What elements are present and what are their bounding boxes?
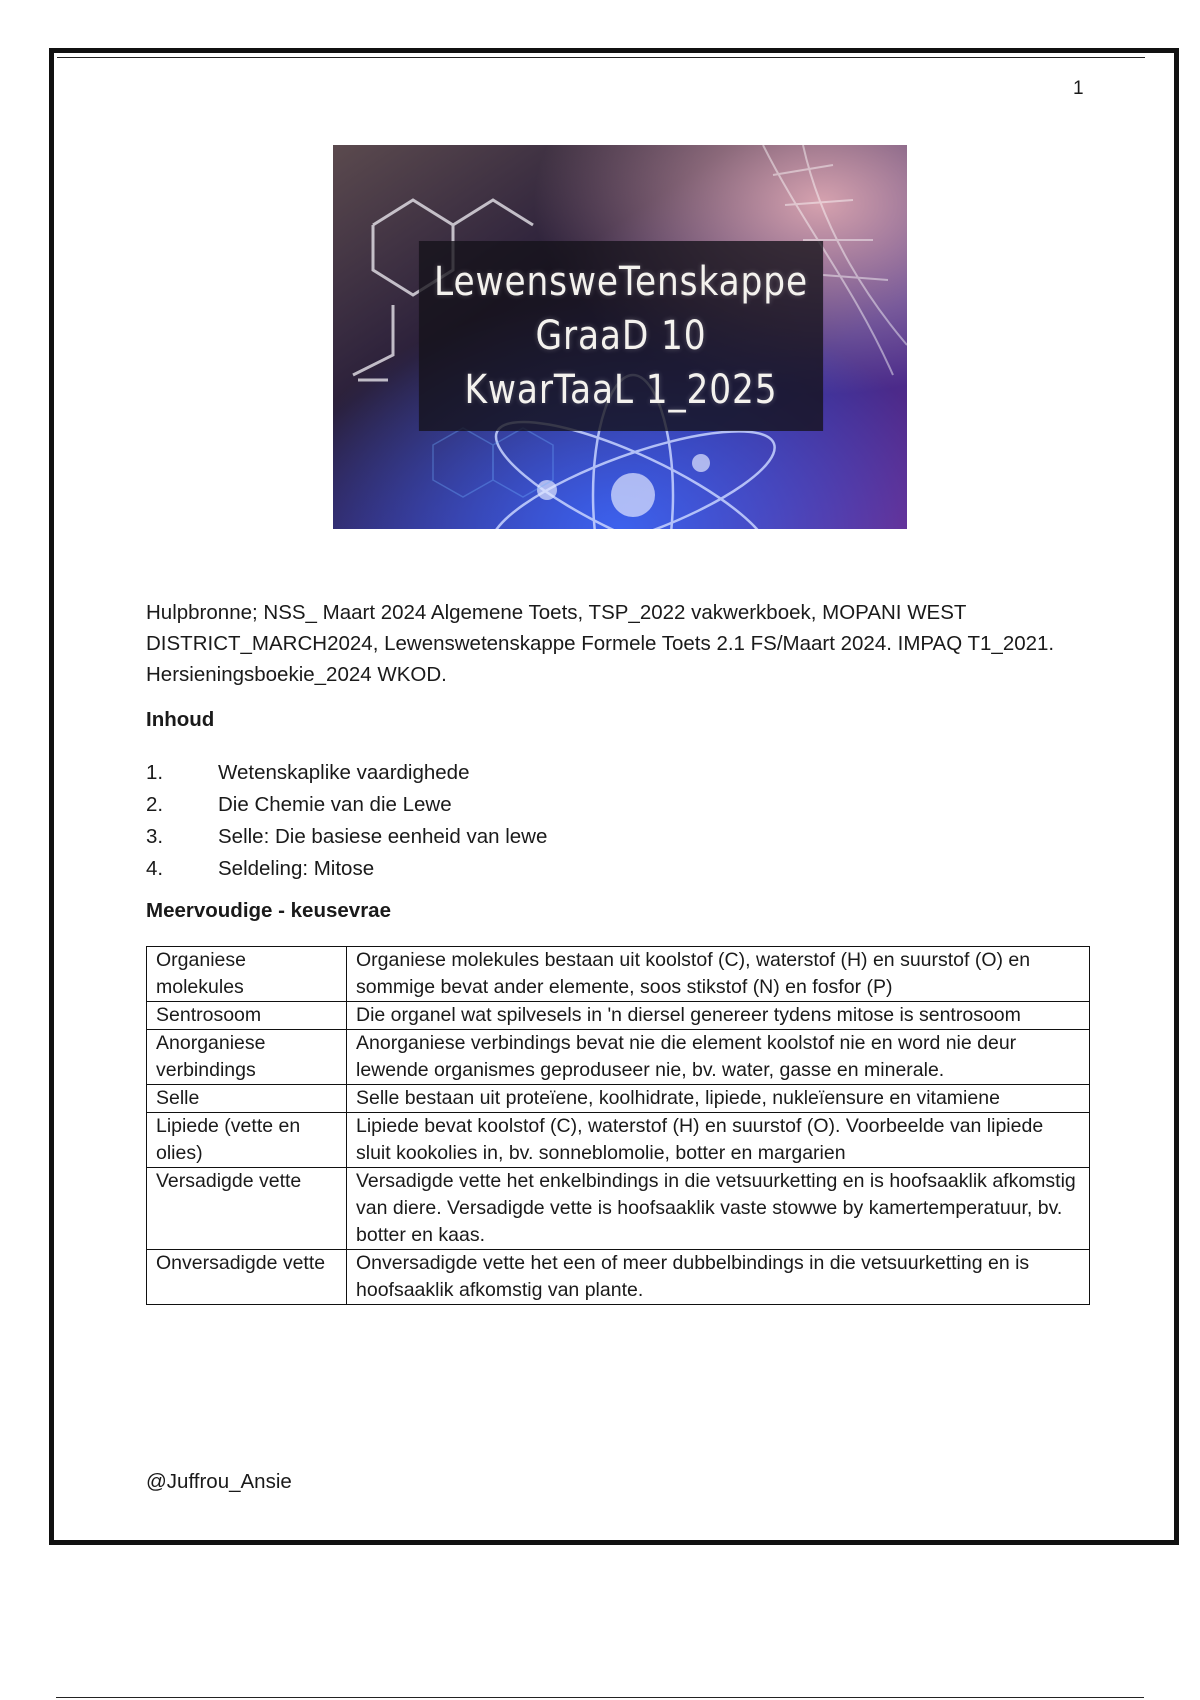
term-cell: Organiese molekules [147,947,347,1002]
mcq-heading: Meervoudige - keusevrae [146,899,391,922]
list-item-label: Seldeling: Mitose [218,857,375,880]
contents-list [146,757,547,885]
table-row [147,947,1090,1002]
definition-cell: Anorganiese verbindings bevat nie die element koolstof nie en word nie deur lewende organismes geproduseer nie, bv. water, gasse en minerale. [347,1030,1090,1085]
list-item-label: Selle: Die basiese eenheid van lewe [218,825,548,848]
list-item [146,789,547,821]
definition-cell: Versadigde vette het enkelbindings in die vetsuurketting en is hoofsaaklik afkomstig van diere. Versadigde vette is hoofsaaklik vaste stowwe by kamertemperatuur, bv. botter en kaas. [347,1168,1090,1250]
list-item-label: Die Chemie van die Lewe [218,793,452,816]
table-row [147,1085,1090,1113]
list-item [146,757,547,789]
list-item [146,821,547,853]
top-rule [57,57,1145,58]
term-cell: Onversadigde vette [147,1250,347,1305]
definition-cell: Die organel wat spilvesels in 'n diersel genereer tydens mitose is sentrosoom [347,1002,1090,1030]
cover-image [333,145,907,529]
term-cell: Lipiede (vette en olies) [147,1113,347,1168]
cover-title [419,241,823,431]
list-item-number: 1. [146,761,164,784]
list-item-number: 4. [146,857,164,880]
term-cell: Anorganiese verbindings [147,1030,347,1085]
author-signature: @Juffrou_Ansie [146,1470,292,1493]
contents-heading: Inhoud [146,708,215,731]
definition-cell: Selle bestaan uit proteïene, koolhidrate, lipiede, nukleïensure en vitamiene [347,1085,1090,1113]
page-number: 1 [1073,78,1084,99]
table-row [147,1168,1090,1250]
table-row [147,1250,1090,1305]
list-item-number: 3. [146,825,164,848]
list-item-label: Wetenskaplike vaardighede [218,761,470,784]
table-row [147,1030,1090,1085]
cover-title-line-2: GraaD 10 [535,313,707,359]
definition-cell: Lipiede bevat koolstof (C), waterstof (H) en suurstof (O). Voorbeelde van lipiede sluit kookolies in, bv. sonneblomolie, botter en margarien [347,1113,1090,1168]
bottom-rule [56,1697,1144,1698]
cover-title-line-1: LewensweTenskappe [434,259,808,305]
definition-cell: Organiese molekules bestaan uit koolstof (C), waterstof (H) en suurstof (O) en sommige bevat ander elemente, soos stikstof (N) en fosfor (P) [347,947,1090,1002]
list-item [146,853,547,885]
list-item-number: 2. [146,793,164,816]
terms-table [146,946,1090,1305]
table-row [147,1113,1090,1168]
term-cell: Selle [147,1085,347,1113]
definition-cell: Onversadigde vette het een of meer dubbelbindings in die vetsuurketting en is hoofsaaklik afkomstig van plante. [347,1250,1090,1305]
table-row [147,1002,1090,1030]
sources-paragraph: Hulpbronne; NSS_ Maart 2024 Algemene Toets, TSP_2022 vakwerkboek, MOPANI WEST DISTRICT_MARCH2024, Lewenswetenskappe Formele Toets 2.1 FS/Maart 2024. IMPAQ T1_2021. Hersieningsboekie_2024 WKOD. [146,601,1055,686]
cover-title-line-3: KwarTaaL 1_2025 [464,367,778,413]
term-cell: Versadigde vette [147,1168,347,1250]
term-cell: Sentrosoom [147,1002,347,1030]
